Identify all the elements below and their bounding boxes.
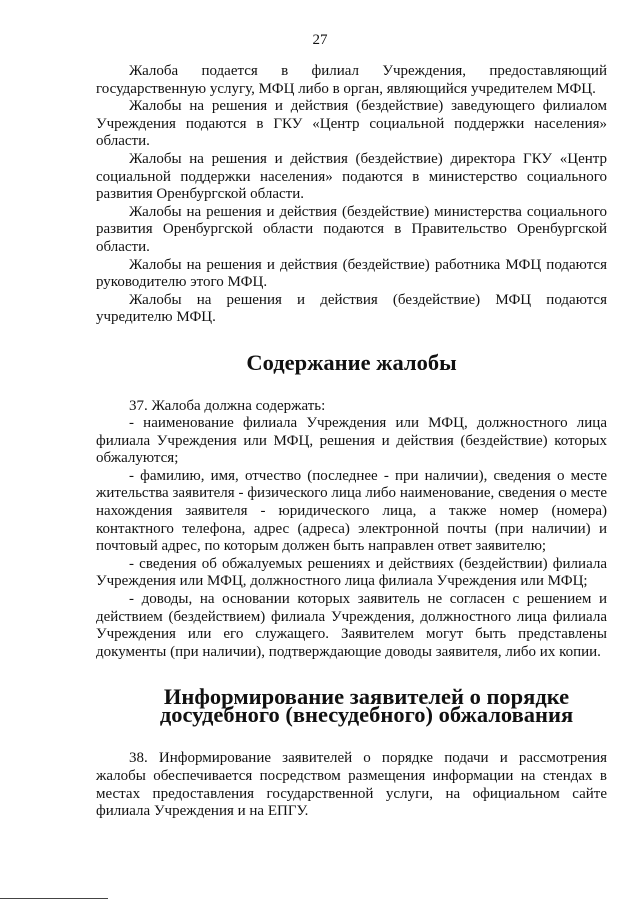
list-item: - фамилию, имя, отчество (последнее - при наличии), сведения о месте жительства заявителя - физического лица либо наименование, сведения о месте нахождения заявителя - юридического лица, а также номер (номера) контактного телефона, адрес (адреса) электронной почты (при наличии) и почтовый адрес, по которым должен быть направлен ответ заявителю; [96, 467, 607, 555]
page-number: 27 [312, 32, 328, 48]
paragraph: 37. Жалоба должна содержать: [129, 397, 326, 414]
paragraph: Жалобы на решения и действия (бездействие) работника МФЦ подаются руководителю этого МФЦ. [96, 256, 607, 291]
footnote-divider [0, 898, 108, 899]
section-informing [96, 750, 607, 820]
section-complaint-submission [96, 63, 607, 327]
paragraph: 38. Информирование заявителей о порядке подачи и рассмотрения жалобы обеспечивается посредством размещения информации на стендах в местах предоставления государственной услуги, на официальном сайте филиала Учреждения и на ЕПГУ. [96, 750, 607, 820]
document-body [96, 63, 607, 821]
paragraph: Жалоба подается в филиал Учреждения, предоставляющий государственную услугу, МФЦ либо в орган, являющийся учредителем МФЦ. [96, 63, 607, 97]
section-heading-informing: Информирование заявителей о порядке досудебного (внесудебного) обжалования [159, 684, 574, 728]
paragraph: Жалобы на решения и действия (бездействие) министерства социального развития Оренбургской области подаются в Правительство Оренбургской области. [96, 203, 607, 255]
section-complaint-content [96, 398, 607, 662]
paragraph: Жалобы на решения и действия (бездействие) МФЦ подаются учредителю МФЦ. [96, 291, 607, 326]
list-item: - наименование филиала Учреждения или МФЦ, должностного лица филиала Учреждения или МФЦ, решения и действия (бездействие) которых обжалуются; [96, 415, 607, 467]
list-item: - доводы, на основании которых заявитель не согласен с решением и действием (бездействием) филиала Учреждения, должностного лица филиала Учреждения или его служащего. Заявителем могут быть представлены документы (при наличии), подтверждающие доводы заявителя, либо их копии. [96, 591, 607, 660]
paragraph: Жалобы на решения и действия (бездействие) заведующего филиалом Учреждения подаются в ГКУ «Центр социальной поддержки населения» области. [96, 98, 607, 150]
section-heading-complaint-content: Содержание жалобы [246, 349, 457, 375]
paragraph: Жалобы на решения и действия (бездействие) директора ГКУ «Центр социальной поддержки населения» подаются в министерство социального развития Оренбургской области. [96, 150, 607, 203]
list-item: - сведения об обжалуемых решениях и действиях (бездействии) филиала Учреждения или МФЦ, должностного лица филиала Учреждения или МФЦ; [96, 555, 607, 590]
